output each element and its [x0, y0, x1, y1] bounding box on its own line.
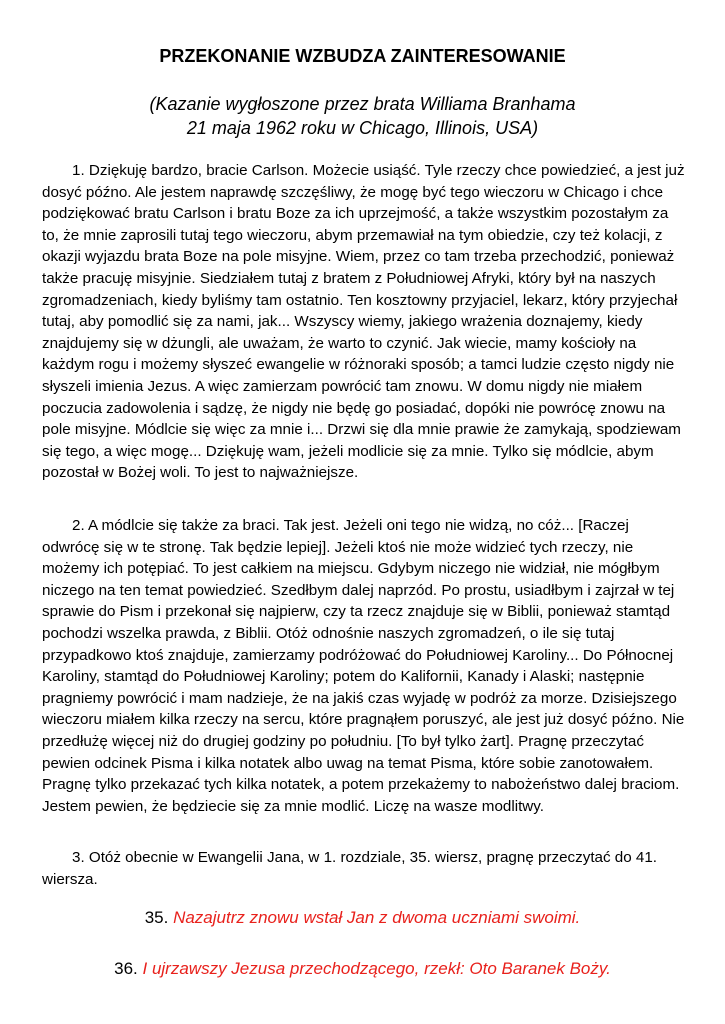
paragraph-2 [42, 515, 688, 817]
verse-36 [0, 959, 725, 979]
verse-35-text: Nazajutrz znowu wstał Jan z dwoma uczniami swoimi. [173, 908, 581, 927]
verse-36-number: 36. [114, 959, 143, 978]
paragraph-3-text: 3. Otóż obecnie w Ewangelii Jana, w 1. rozdziale, 35. wiersz, pragnę przeczytać do 41. wiersza. [42, 849, 658, 888]
verse-36-text: I ujrzawszy Jezusa przechodzącego, rzekł: Oto Baranek Boży. [142, 959, 611, 978]
paragraph-3 [42, 847, 688, 890]
document-subtitle [0, 92, 725, 140]
subtitle-line-1: (Kazanie wygłoszone przez brata Williama Branhama [149, 94, 576, 114]
paragraph-1-text: 1. Dziękuję bardzo, bracie Carlson. Możecie usiąść. Tyle rzeczy chce powiedzieć, a jest już dosyć późno. Ale jestem naprawdę szczęśliwy, że mogę być tego wieczoru w Chicago i chce podziękować bratu Carlson i bratu Boze za ich uprzejmość, a także wszystkim pozostałym za to, że mnie zaprosili tutaj tego wieczoru, abym przemawiał na tym obiedzie, czy też kolacji, z okazji wyjazdu brata Boze na pole misyjne. Wiem, przez co tam trzeba przechodzić, ponieważ także pracuję misyjnie. Siedziałem tutaj z bratem z Południowej Afryki, który był na naszych zgromadzeniach, kiedy byliśmy tam ostatnio. Ten kosztowny przyjaciel, lekarz, który przyjechał tutaj, aby pomodlić się za nami, jak... Wszyscy wiemy, jakiego wrażenia doznajemy, kiedy znajdujemy się w dżungli, ale uważam, że warto to czynić. Jak wiecie, mamy kościoły na każdym rogu i możemy słyszeć ewangelie w różnoraki sposób; a tamci ludzie często nigdy nie słyszeli imienia Jezus. A więc zamierzam powrócić tam znowu. W domu nigdy nie miałem poczucia zadowolenia i sądzę, że nigdy nie będę go posiadać, dopóki nie powrócę znowu na pole misyjne. Módlcie się więc za mnie i... Drzwi się dla mnie prawie że zamykają, spodziewam się tego, a więc mogę... Dziękuję wam, jeżeli modlicie się za mnie. Tylko się módlcie, abym pozostał w Bożej woli. To jest to najważniejsze. [42, 162, 685, 482]
verse-35 [0, 908, 725, 928]
subtitle-line-2: 21 maja 1962 roku w Chicago, Illinois, USA) [186, 118, 539, 138]
paragraph-1 [42, 160, 688, 484]
paragraph-2-text: 2. A módlcie się także za braci. Tak jest. Jeżeli oni tego nie widzą, no cóż... [Raczej odwrócę się w te stronę. Tak będzie lepiej]. Jeżeli ktoś nie może widzieć tych rzeczy, nie możemy ich potępiać. To jest całkiem na miejscu. Gdybym niczego nie widział, nie mógłbym niczego na ten temat powiedzieć. Szedłbym dalej naprzód. Po prostu, usiadłbym i zajrzał w tej sprawie do Pism i przekonał się najpierw, czy ta rzecz znajduje się w Biblii, ponieważ stamtąd pochodzi wszelka prawda, z Biblii. Otóż odnośnie naszych zgromadzeń, o ile się tutaj przypadkowo ktoś znajduje, zamierzamy podróżować do Południowej Karoliny... Do Północnej Karoliny, stamtąd do Południowej Karoliny; potem do Kalifornii, Kanady i Alaski; następnie pragniemy powrócić i mam nadzieje, że na jakiś czas wyjadę w podróż za morze. Dzisiejszego wieczoru miałem kilka rzeczy na sercu, które pragnąłem poruszyć, ale jest już dosyć późno. Nie przedłużę więcej niż do drugiej godziny po południu. [To był tylko żart]. Pragnę przeczytać pewien odcinek Pisma i kilka notatek albo uwag na temat Pisma, które sobie zanotowałem. Pragnę tylko przekazać tych kilka notatek, a potem przekażemy to nabożeństwo dalej braciom. Jestem pewien, że będziecie się za mnie modlić. Liczę na wasze modlitwy. [42, 517, 685, 815]
verse-35-number: 35. [144, 908, 174, 927]
document-title: PRZEKONANIE WZBUDZA ZAINTERESOWANIE [159, 46, 566, 66]
